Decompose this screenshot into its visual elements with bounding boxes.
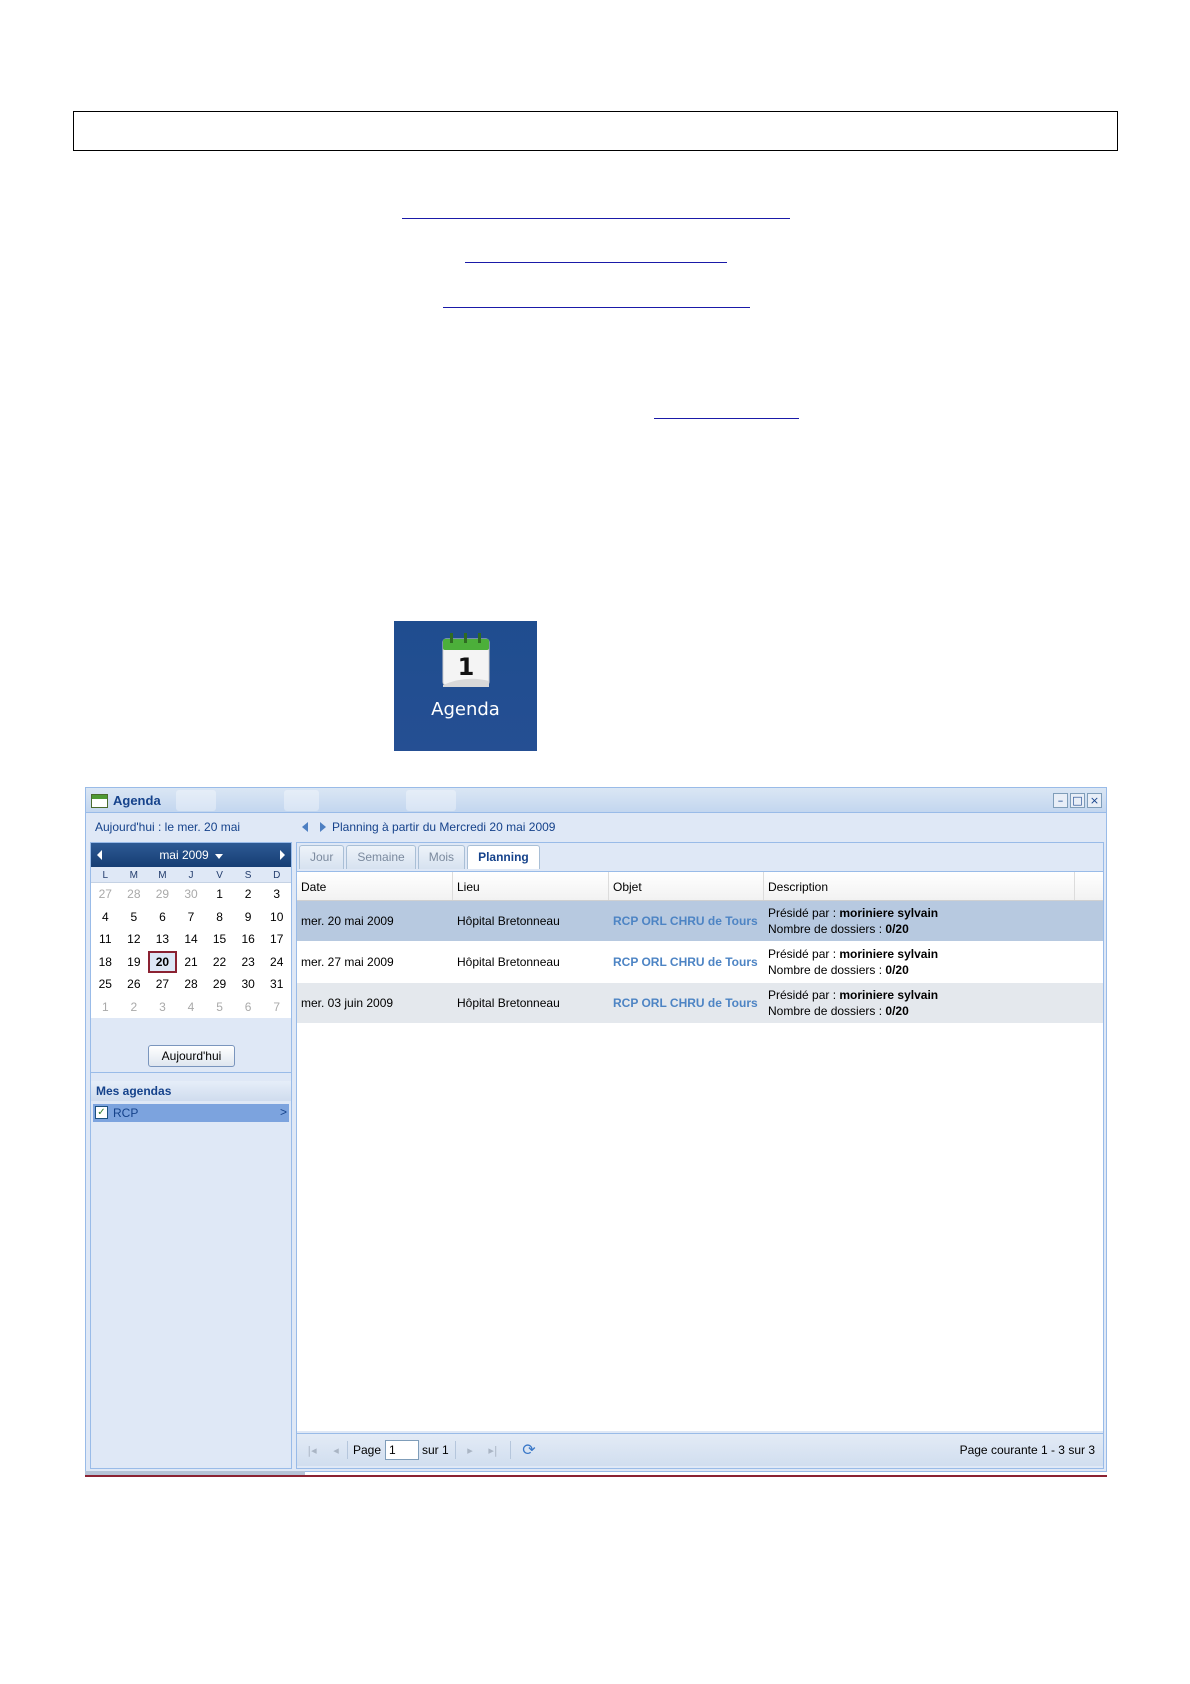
calendar-day[interactable]: 29 — [212, 977, 227, 991]
calendar-day[interactable]: 22 — [212, 954, 227, 969]
agenda-item-rcp[interactable] — [93, 1104, 289, 1122]
cell-spacer — [1075, 901, 1101, 941]
cell-lieu: Hôpital Bretonneau — [457, 996, 560, 1010]
cell-date: mer. 27 mai 2009 — [301, 955, 394, 969]
column-header-lieu[interactable]: Lieu — [453, 872, 609, 900]
calendar-day[interactable]: 6 — [159, 909, 166, 924]
month-label: mai 2009 — [159, 848, 209, 862]
preside-label: Présidé par : — [768, 988, 837, 1002]
agenda-window-icon — [91, 794, 108, 808]
calendar-day[interactable]: 13 — [155, 932, 170, 946]
cell-objet-link[interactable]: RCP ORL CHRU de Tours — [613, 914, 758, 928]
chevron-right-icon[interactable]: > — [279, 1105, 287, 1119]
title-bar-decoration — [284, 790, 319, 811]
calendar-day[interactable]: 12 — [127, 932, 141, 946]
document-link-underline[interactable] — [402, 218, 790, 219]
calendar-day[interactable]: 1 — [101, 999, 109, 1014]
title-bar-decoration — [176, 790, 216, 811]
calendar-day[interactable]: 1 — [216, 887, 223, 901]
preside-label: Présidé par : — [768, 906, 837, 920]
calendar-day[interactable]: 15 — [212, 932, 227, 946]
mini-calendar — [91, 868, 291, 1018]
page-total-label: sur 1 — [422, 1443, 449, 1457]
window-title: Agenda — [113, 793, 161, 808]
paging-toolbar — [297, 1433, 1103, 1466]
cell-lieu: Hôpital Bretonneau — [457, 914, 560, 928]
calendar-day[interactable]: 29 — [155, 887, 170, 901]
calendar-day[interactable]: 3 — [159, 999, 166, 1014]
toolbar-separator — [455, 1441, 456, 1459]
page-label: Page — [353, 1443, 382, 1457]
paging-status: Page courante 1 - 3 sur 3 — [959, 1443, 1095, 1457]
minimize-icon[interactable]: – — [1053, 793, 1068, 808]
previous-month-icon[interactable] — [97, 850, 102, 860]
calendar-day[interactable]: 6 — [244, 999, 252, 1014]
calendar-day[interactable]: 24 — [270, 954, 284, 969]
calendar-icon — [440, 631, 492, 693]
cell-spacer — [1075, 983, 1101, 1023]
planning-nav — [296, 817, 555, 837]
table-row[interactable] — [297, 983, 1103, 1024]
calendar-day[interactable]: 30 — [184, 887, 198, 901]
calendar-day[interactable]: 3 — [273, 887, 281, 901]
view-tabs — [299, 845, 540, 869]
calendar-day[interactable]: 4 — [187, 999, 195, 1014]
previous-page-icon[interactable]: ◂ — [333, 1444, 339, 1457]
cell-date: mer. 20 mai 2009 — [301, 914, 394, 928]
calendar-day[interactable]: 2 — [130, 999, 138, 1014]
cell-description — [764, 983, 1075, 1023]
weekday-label: S — [244, 870, 252, 881]
calendar-day[interactable]: 27 — [155, 977, 170, 991]
calendar-day[interactable]: 31 — [270, 977, 284, 991]
dossiers-count: 0/20 — [885, 1004, 909, 1018]
chevron-down-icon — [215, 854, 223, 859]
calendar-day[interactable]: 11 — [99, 932, 112, 946]
document-title-box — [73, 111, 1118, 151]
close-icon[interactable]: × — [1087, 793, 1102, 808]
cell-date: mer. 03 juin 2009 — [301, 996, 394, 1010]
preside-name: moriniere sylvain — [839, 947, 939, 961]
tab-mois[interactable]: Mois — [418, 845, 465, 869]
title-bar-decoration — [406, 790, 456, 811]
calendar-day[interactable]: 18 — [98, 954, 112, 969]
checkbox-icon[interactable]: ✓ — [95, 1106, 108, 1119]
cell-description — [764, 901, 1075, 941]
planning-range-label: Planning à partir du Mercredi 20 mai 2009 — [332, 820, 556, 834]
calendar-days — [91, 883, 291, 1018]
cell-objet-link[interactable]: RCP ORL CHRU de Tours — [613, 996, 758, 1010]
table-row[interactable] — [297, 901, 1103, 942]
column-header-objet[interactable]: Objet — [609, 872, 764, 900]
grid-header — [297, 872, 1103, 901]
page-number-input[interactable]: 1 — [385, 1440, 419, 1460]
document-link-underline[interactable] — [443, 307, 750, 308]
weekday-label: M — [129, 870, 139, 881]
weekday-label: L — [102, 870, 109, 881]
next-month-icon[interactable] — [280, 850, 285, 860]
dossiers-label: Nombre de dossiers : — [768, 963, 883, 977]
dossiers-label: Nombre de dossiers : — [768, 1004, 883, 1018]
agenda-launcher-tile[interactable] — [394, 621, 537, 751]
calendar-day[interactable]: 16 — [241, 932, 255, 946]
dossiers-count: 0/20 — [885, 922, 909, 936]
previous-arrow-icon[interactable] — [302, 822, 308, 832]
calendar-day[interactable]: 20 — [148, 951, 177, 974]
document-link-underline[interactable] — [465, 262, 727, 263]
preside-name: moriniere sylvain — [839, 906, 939, 920]
weekday-label: J — [188, 870, 194, 881]
mes-agendas-heading: Mes agendas — [91, 1081, 291, 1101]
calendar-day[interactable]: 27 — [98, 887, 112, 901]
calendar-day[interactable]: 9 — [244, 909, 252, 924]
window-title-bar[interactable] — [86, 788, 1106, 813]
refresh-icon[interactable]: ⟳ — [522, 1440, 536, 1459]
page-footer-rule — [85, 1475, 1107, 1477]
calendar-icon-day: 1 — [457, 653, 475, 681]
calendar-footer — [91, 1039, 291, 1073]
column-header-description[interactable]: Description — [764, 872, 1075, 900]
table-row[interactable] — [297, 942, 1103, 983]
toolbar-separator — [510, 1441, 511, 1459]
calendar-day[interactable]: 14 — [184, 932, 198, 946]
calendar-day[interactable]: 10 — [270, 909, 284, 924]
next-page-icon[interactable]: ▸ — [467, 1444, 473, 1457]
calendar-day[interactable]: 7 — [187, 909, 195, 924]
planning-grid — [297, 871, 1103, 1431]
maximize-icon[interactable]: □ — [1070, 793, 1085, 808]
today-label: Aujourd'hui : le mer. 20 mai — [95, 820, 241, 834]
cell-objet-link[interactable]: RCP ORL CHRU de Tours — [613, 955, 758, 969]
calendar-day[interactable]: 5 — [130, 909, 138, 924]
cell-spacer — [1075, 942, 1101, 982]
month-selector[interactable] — [159, 848, 222, 862]
weekday-label: V — [216, 870, 223, 881]
calendar-day[interactable]: 23 — [241, 954, 255, 969]
grid-body — [297, 901, 1103, 1024]
calendar-day[interactable]: 30 — [241, 977, 255, 991]
cell-description — [764, 942, 1075, 982]
tab-semaine[interactable]: Semaine — [346, 845, 415, 869]
dossiers-label: Nombre de dossiers : — [768, 922, 883, 936]
document-link-underline[interactable] — [654, 418, 799, 419]
calendar-day[interactable]: 5 — [216, 999, 223, 1014]
calendar-day[interactable]: 2 — [244, 887, 252, 901]
tab-jour[interactable]: Jour — [299, 845, 344, 869]
agenda-item-label: RCP — [113, 1106, 139, 1120]
calendar-day[interactable]: 8 — [216, 909, 223, 924]
calendar-header — [91, 843, 291, 867]
calendar-day[interactable]: 19 — [127, 954, 141, 969]
calendar-day[interactable]: 26 — [127, 977, 141, 991]
next-arrow-icon[interactable] — [320, 822, 326, 832]
tab-planning[interactable]: Planning — [467, 845, 540, 869]
calendar-day[interactable]: 7 — [273, 999, 281, 1014]
today-button[interactable]: Aujourd'hui — [148, 1045, 235, 1067]
calendar-day[interactable]: 28 — [184, 977, 198, 991]
calendar-day[interactable]: 4 — [101, 909, 109, 924]
preside-name: moriniere sylvain — [839, 988, 939, 1002]
calendar-day[interactable]: 28 — [127, 887, 141, 901]
calendar-day[interactable]: 25 — [98, 977, 112, 991]
column-header-spacer — [1075, 872, 1101, 900]
last-page-icon[interactable]: ▸| — [488, 1444, 498, 1457]
agenda-window — [85, 787, 1107, 1472]
main-panel — [296, 842, 1104, 1469]
cell-lieu: Hôpital Bretonneau — [457, 955, 560, 969]
column-header-date[interactable]: Date — [297, 872, 453, 900]
first-page-icon[interactable]: |◂ — [307, 1444, 317, 1457]
weekday-label: M — [158, 870, 167, 881]
agenda-tile-label: Agenda — [431, 699, 500, 720]
weekday-header — [91, 868, 291, 883]
left-panel — [90, 842, 292, 1469]
weekday-label: D — [273, 870, 281, 881]
calendar-day[interactable]: 17 — [270, 932, 284, 946]
calendar-day[interactable]: 21 — [184, 954, 198, 969]
preside-label: Présidé par : — [768, 947, 837, 961]
toolbar-separator — [347, 1441, 348, 1459]
dossiers-count: 0/20 — [885, 963, 909, 977]
